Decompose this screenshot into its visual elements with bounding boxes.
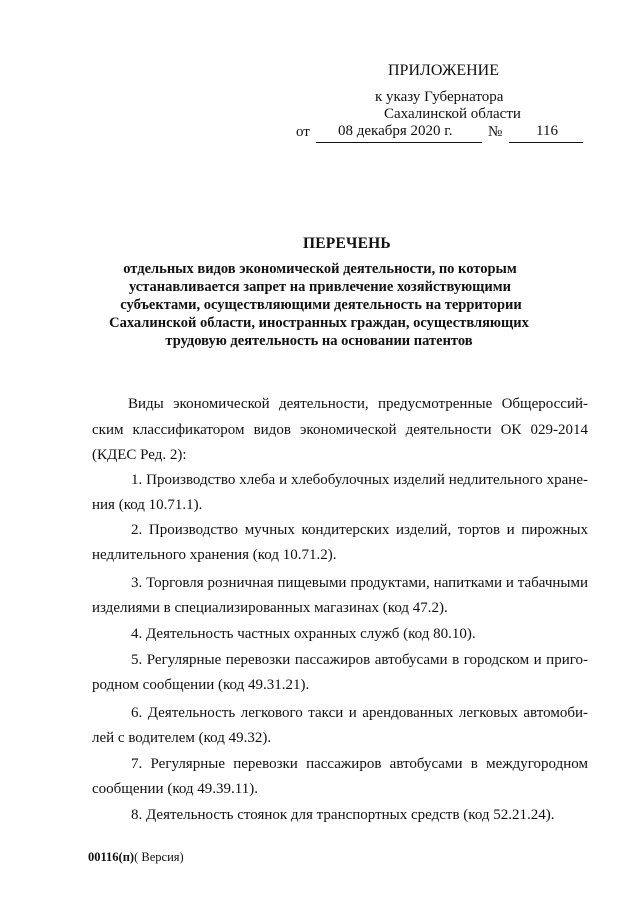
- list-item-line: родном сообщении (код 49.31.21).: [92, 677, 310, 693]
- decree-number: 116: [536, 123, 558, 139]
- intro-line: Виды экономической деятельности, предусмотренные Общероссий-: [128, 396, 588, 412]
- list-item-line: 4. Деятельность частных охранных служб (код 80.10).: [131, 626, 476, 642]
- list-item-line: изделиями в специализированных магазинах (код 47.2).: [92, 600, 448, 616]
- decree-reference: к указу Губернатора: [375, 89, 504, 105]
- list-item-line: недлительного хранения (код 10.71.2).: [92, 547, 337, 563]
- title-line: трудовую деятельность на основании патентов: [165, 333, 473, 349]
- list-item-line: 1. Производство хлеба и хлебобулочных изделий недлительного хране-: [131, 472, 588, 488]
- footer-code: [88, 850, 184, 865]
- title-line: устанавливается запрет на привлечение хозяйствующими: [129, 279, 511, 295]
- list-item-line: 3. Торговля розничная пищевыми продуктами, напитками и табачными: [131, 575, 588, 591]
- intro-line: (КДЕС Ред. 2):: [92, 447, 187, 463]
- list-item-line: лей с водителем (код 49.32).: [92, 730, 272, 746]
- decree-date: 08 декабря 2020 г.: [338, 123, 453, 139]
- appendix-label: ПРИЛОЖЕНИЕ: [388, 62, 500, 79]
- number-underline: [509, 142, 583, 143]
- intro-line: ским классификатором видов экономической деятельности ОК 029-2014: [92, 422, 588, 438]
- date-from-label: от: [296, 124, 310, 140]
- title-line: субъектами, осуществляющими деятельность на территории: [120, 297, 522, 313]
- list-item-line: 7. Регулярные перевозки пассажиров автобусами в междугородном: [131, 756, 588, 772]
- title-line: Сахалинской области, иностранных граждан, осуществляющих: [109, 315, 529, 331]
- list-item-line: 5. Регулярные перевозки пассажиров автобусами в городском и приго-: [131, 652, 588, 668]
- list-item-line: 2. Производство мучных кондитерских изделий, тортов и пирожных: [131, 522, 588, 538]
- number-label: №: [488, 124, 503, 140]
- region-name: Сахалинской области: [384, 106, 521, 122]
- document-code: 00116(п): [88, 850, 135, 864]
- list-item-line: 8. Деятельность стоянок для транспортных средств (код 52.21.24).: [131, 807, 555, 823]
- title-line: отдельных видов экономической деятельности, по которым: [123, 261, 517, 277]
- list-item-line: ния (код 10.71.1).: [92, 497, 203, 513]
- list-item-line: 6. Деятельность легкового такси и арендованных легковых автомоби-: [131, 705, 588, 721]
- list-item-line: сообщении (код 49.39.11).: [92, 781, 258, 797]
- version-label: ( Версия): [134, 850, 184, 864]
- date-underline: [316, 142, 482, 143]
- document-title: ПЕРЕЧЕНЬ: [303, 235, 391, 252]
